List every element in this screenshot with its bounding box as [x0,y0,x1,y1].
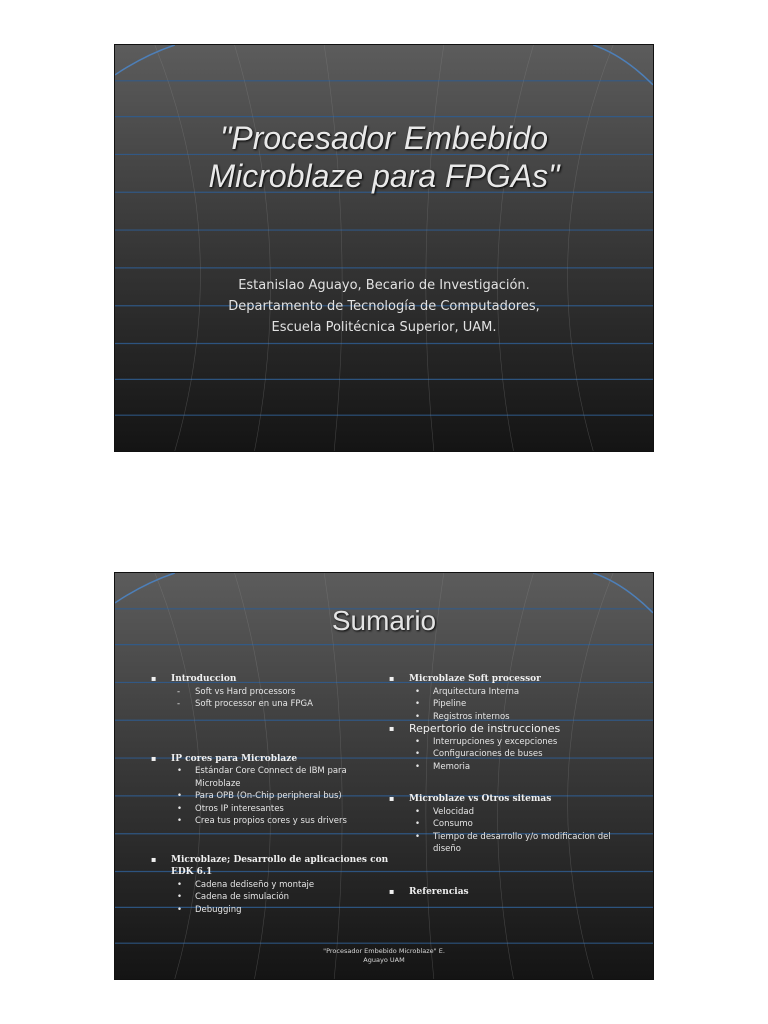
summary-section [389,886,619,899]
dot-icon: • [415,699,421,709]
list-item: • Cadena dediseño y montaje [177,879,315,890]
summary-section [389,793,619,856]
list-item: • Tiempo de desarrollo y/o modificacion del diseño [415,831,611,854]
dot-icon: • [177,892,183,902]
list-item: • Consumo [415,819,473,829]
dot-icon: • [177,766,183,776]
title-slide [114,44,654,452]
footer-line: "Procesador Embebido Microblaze" E. [323,947,445,955]
title-line: Microblaze para FPGAs" [208,158,560,194]
bullet-icon: ▪ [389,674,395,683]
dash-icon: - [177,686,181,697]
title-line: "Procesador Embebido [220,120,548,156]
list-item: • Configuraciones de buses [415,749,543,759]
list-item: • Para OPB (On-Chip peripheral bus) [177,791,342,801]
bullet-icon: ▪ [151,674,157,683]
section-heading: Microblaze Soft processor [409,674,541,684]
list-item: • Cadena de simulación [177,892,290,902]
list-item: • Estándar Core Connect de IBM para Microblaze [177,766,347,789]
summary-section [151,753,391,828]
bullet-icon: ▪ [389,794,395,803]
list-item: • Otros IP interesantes [177,803,284,814]
author-block [115,275,653,338]
list-item: • Memoria [415,761,471,772]
list-item: - Soft vs Hard processors [177,686,296,697]
dot-icon: • [415,736,421,747]
author-line: Escuela Politécnica Superior, UAM. [271,320,497,335]
summary-right-column [389,673,619,898]
list-item: • Crea tus propios cores y sus drivers [177,816,347,826]
dot-icon: • [415,711,421,722]
section-heading: Repertorio de instrucciones [409,722,561,735]
section-heading: Microblaze vs Otros sitemas [409,794,552,804]
bullet-icon: ▪ [389,724,395,733]
dot-icon: • [415,686,421,697]
list-item: - Soft processor en una FPGA [177,699,313,709]
list-item: • Pipeline [415,699,467,709]
dot-icon: • [415,761,421,772]
summary-section [151,854,391,917]
dot-icon: • [177,904,183,915]
dot-icon: • [415,831,421,842]
bullet-icon: ▪ [389,886,395,896]
list-item: • Arquitectura Interna [415,686,520,697]
list-item: • Interrupciones y excepciones [415,736,558,747]
summary-slide [114,572,654,980]
summary-left-column [151,673,391,916]
dot-icon: • [415,819,421,829]
presentation-title [115,119,653,195]
bullet-icon: ▪ [151,854,157,864]
slide-title: Sumario [331,605,437,636]
dash-icon: - [177,699,181,709]
dot-icon: • [177,803,183,814]
summary-section [389,673,619,723]
dot-icon: • [415,806,421,817]
dot-icon: • [177,816,183,826]
section-heading: IP cores para Microblaze [171,753,298,764]
dot-icon: • [415,749,421,759]
author-line: Departamento de Tecnología de Computadores, [228,299,540,314]
dot-icon: • [177,879,183,890]
bullet-icon: ▪ [151,753,157,763]
list-item: • Debugging [177,904,242,915]
section-heading: Introduccion [171,674,237,684]
list-item: • Velocidad [415,806,474,817]
section-heading: Referencias [409,886,469,897]
section-heading: Microblaze; Desarrollo de aplicaciones con EDK 6.1 [171,854,389,877]
author-line: Estanislao Aguayo, Becario de Investigación. [238,278,530,293]
slide-footer [115,947,653,965]
footer-line: Aguayo UAM [363,956,405,964]
dot-icon: • [177,791,183,801]
summary-section [151,673,391,711]
summary-section [389,723,619,773]
list-item: • Registros internos [415,711,510,722]
